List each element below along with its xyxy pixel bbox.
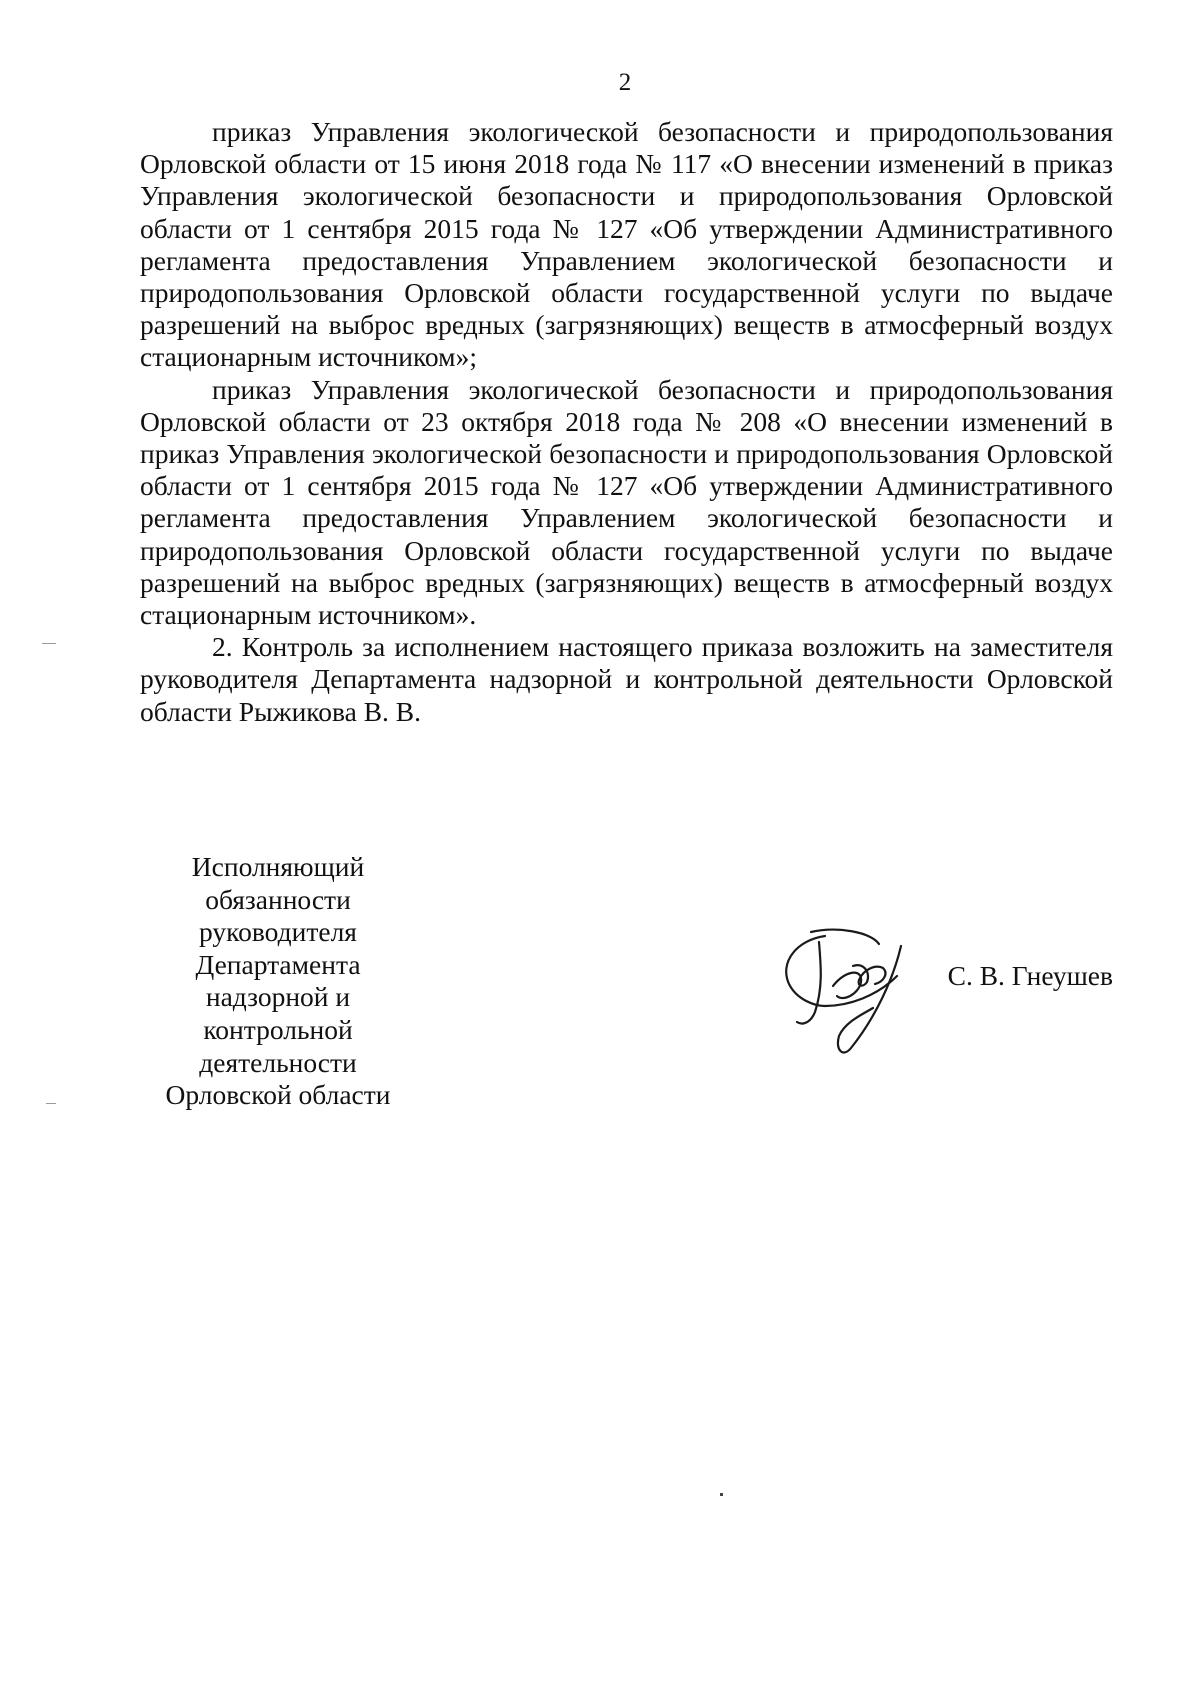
signer-title-line: надзорной и bbox=[205, 981, 351, 1013]
signer-title bbox=[140, 851, 416, 1112]
document-body bbox=[140, 116, 1113, 728]
scan-speck bbox=[42, 643, 56, 644]
scan-speck bbox=[720, 1493, 723, 1496]
page-number: 2 bbox=[618, 69, 632, 96]
signer-name: С. В. Гнеушев bbox=[947, 960, 1113, 991]
signer-title-line: руководителя bbox=[199, 916, 357, 948]
signer-title-line: Исполняющий bbox=[191, 851, 365, 882]
signer-title-line: деятельности bbox=[199, 1046, 357, 1078]
paragraph-order-208: приказ Управления экологической безопасности и природопользования Орловской области от 23 октября 2018 года № 208 «О внесении изменений в приказ Управления экологической безопасности и природопользования Орловской области от 1 сентября 2015 года № 127 «Об утверждении Административного регламента предоставления Управлением экологической безопасности и природопользования Орловской области государственной услуги по выдаче разрешений на выброс вредных (загрязняющих) веществ в атмосферный воздух стационарным источником». bbox=[140, 373, 1113, 631]
signer-title-line: обязанности bbox=[205, 883, 351, 915]
signer-title-line: контрольной bbox=[203, 1013, 353, 1045]
signer-title-line: Департамента bbox=[195, 948, 361, 980]
handwritten-signature bbox=[767, 922, 912, 1067]
signature-block bbox=[140, 851, 1113, 1121]
scan-speck bbox=[46, 1103, 56, 1104]
paragraph-order-117: приказ Управления экологической безопасности и природопользования Орловской области от 15 июня 2018 года № 117 «О внесении изменений в приказ Управления экологической безопасности и природопользования Орловской области от 1 сентября 2015 года № 127 «Об утверждении Административного регламента предоставления Управлением экологической безопасности и природопользования Орловской области государственной услуги по выдаче разрешений на выброс вредных (загрязняющих) веществ в атмосферный воздух стационарным источником»; bbox=[140, 116, 1113, 373]
paragraph-control-clause: 2. Контроль за исполнением настоящего приказа возложить на заместителя руководителя Департамента надзорной и контрольной деятельности Орловской области Рыжикова В. В. bbox=[140, 631, 1113, 727]
signer-title-line: Орловской области bbox=[165, 1079, 391, 1111]
